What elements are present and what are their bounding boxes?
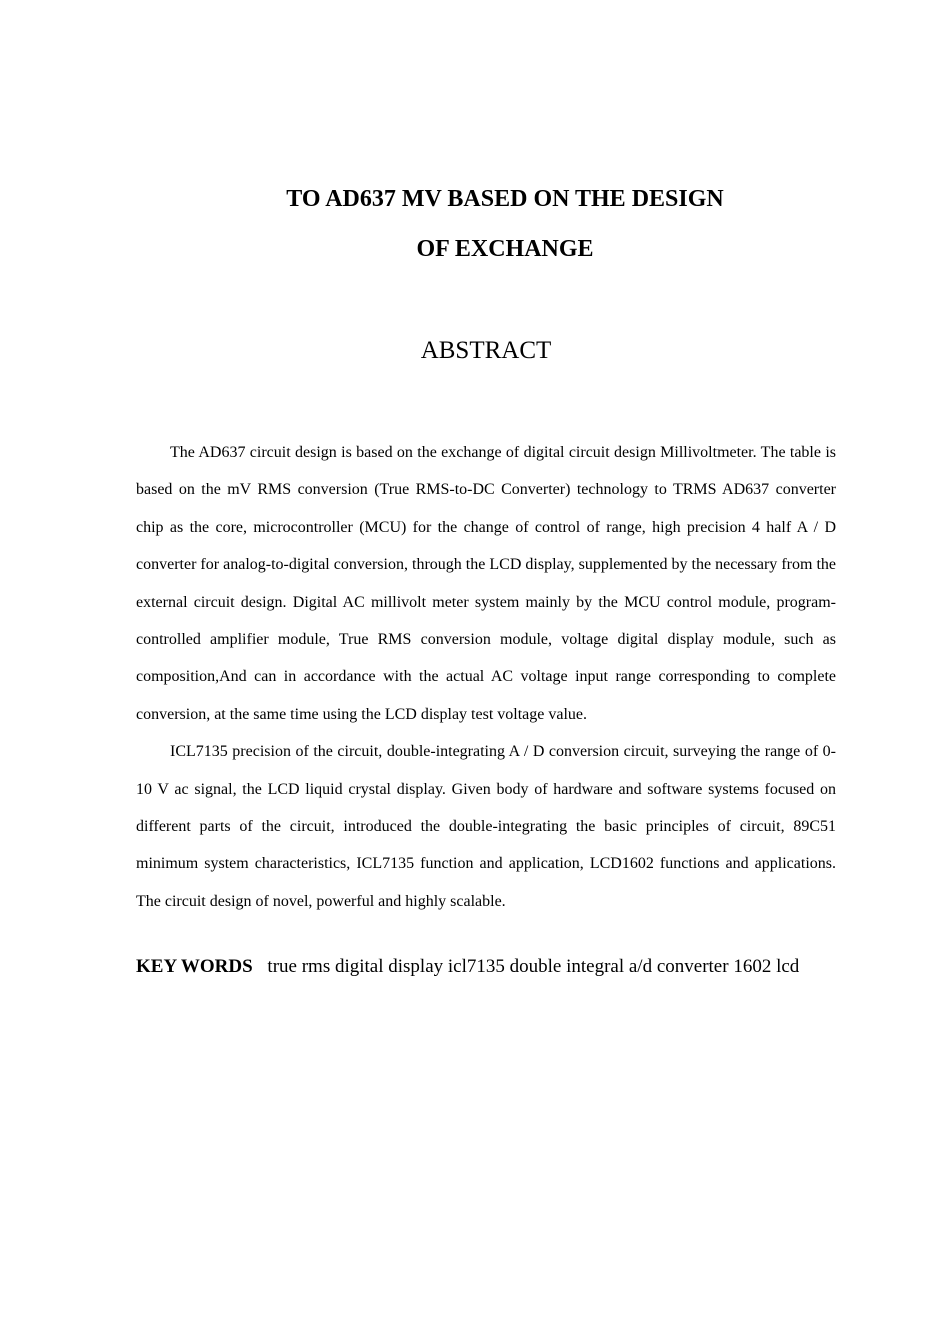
title-line-2: OF EXCHANGE	[416, 236, 594, 262]
keywords-line	[136, 953, 876, 981]
abstract-paragraph-1: The AD637 circuit design is based on the exchange of digital circuit design Millivoltmeter. The table is based on the mV RMS conversion (True RMS-to-DC Converter) technology to TRMS AD637 converter chip as the core, microcontroller (MCU) for the change of control of range, high precision 4 half A / D converter for analog-to-digital conversion, through the LCD display, supplemented by the necessary from the external circuit design. Digital AC millivolt meter system mainly by the MCU control module, program-controlled amplifier module, True RMS conversion module, voltage digital display module, such as composition,And can in accordance with the actual AC voltage input range corresponding to complete conversion, at the same time using the LCD display test voltage value.	[136, 444, 836, 723]
abstract-heading: ABSTRACT	[420, 337, 552, 364]
keywords-label: KEY WORDS	[136, 956, 253, 977]
abstract-body	[136, 434, 836, 920]
title-line-1: TO AD637 MV BASED ON THE DESIGN	[286, 186, 724, 212]
keywords-text: true rms digital display icl7135 double integral a/d converter 1602 lcd	[267, 956, 800, 977]
abstract-paragraph-2: ICL7135 precision of the circuit, double-integrating A / D conversion circuit, surveying the range of 0-10 V ac signal, the LCD liquid crystal display. Given body of hardware and software systems focused on different parts of the circuit, introduced the double-integrating the basic principles of circuit, 89C51 minimum system characteristics, ICL7135 function and application, LCD1602 functions and applications. The circuit design of novel, powerful and highly scalable.	[136, 743, 836, 910]
